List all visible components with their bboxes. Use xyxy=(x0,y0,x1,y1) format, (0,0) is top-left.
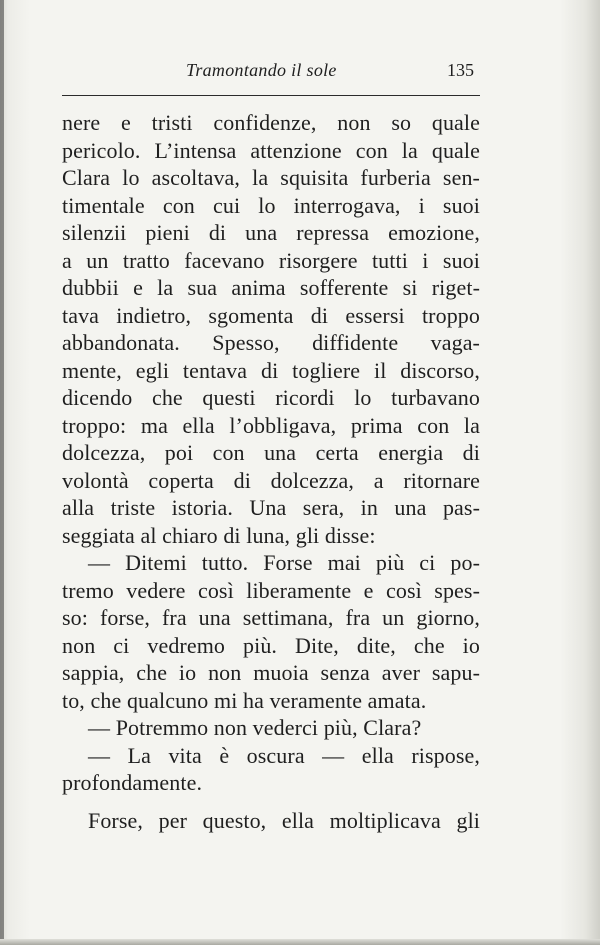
text-line: so: forse, fra una settimana, fra un giorno, xyxy=(62,605,480,630)
text-line: tava indietro, sgomenta di essersi troppo xyxy=(62,302,480,328)
text-line: troppo: ma ella l’obbligava, prima con la xyxy=(62,412,480,438)
text-line: profondamente. xyxy=(62,770,203,795)
text-line: pericolo. L’intensa attenzione con la quale xyxy=(62,137,480,163)
text-line: to, che qualcuno mi ha veramente amata. xyxy=(62,687,427,713)
page-header xyxy=(62,58,482,88)
text-line: dubbii e la sua anima sofferente si riget- xyxy=(62,275,480,300)
body-text xyxy=(62,109,480,834)
text-line: Forse, per questo, ella moltiplicava gli xyxy=(88,807,480,833)
text-line: Clara lo ascoltava, la squisita furberia sen- xyxy=(62,165,480,190)
text-line: — Potremmo non vederci più, Clara? xyxy=(88,715,422,740)
running-title: Tramontando il sole xyxy=(186,60,337,80)
text-line: mente, egli tentava di togliere il discorso, xyxy=(62,357,480,383)
header-rule xyxy=(62,95,480,96)
page-bottom-edge xyxy=(0,939,600,945)
text-line: tremo vedere così liberamente e così spes- xyxy=(62,577,480,603)
text-line: — Ditemi tutto. Forse mai più ci po- xyxy=(88,550,480,575)
text-line: seggiata al chiaro di luna, gli disse: xyxy=(62,522,376,548)
text-line: — La vita è oscura — ella rispose, xyxy=(88,742,480,768)
text-line: abbandonata. Spesso, diffidente vaga- xyxy=(62,330,480,355)
text-line: volontà coperta di dolcezza, a ritornare xyxy=(62,467,480,493)
page-left-edge xyxy=(0,0,4,945)
text-line: timentale con cui lo interrogava, i suoi xyxy=(62,192,480,218)
text-line: nere e tristi confidenze, non so quale xyxy=(62,110,480,135)
text-line: dolcezza, poi con una certa energia di xyxy=(62,440,480,465)
text-line: non ci vedremo più. Dite, dite, che io xyxy=(62,632,480,658)
text-line: sappia, che io non muoia senza aver sapu- xyxy=(62,660,480,685)
text-line: alla triste istoria. Una sera, in una pas- xyxy=(62,495,480,520)
text-line: silenzii pieni di una repressa emozione, xyxy=(62,220,480,245)
page-number: 135 xyxy=(447,60,474,80)
text-line: a un tratto facevano risorgere tutti i suoi xyxy=(62,247,480,273)
text-line: dicendo che questi ricordi lo turbavano xyxy=(62,385,480,410)
